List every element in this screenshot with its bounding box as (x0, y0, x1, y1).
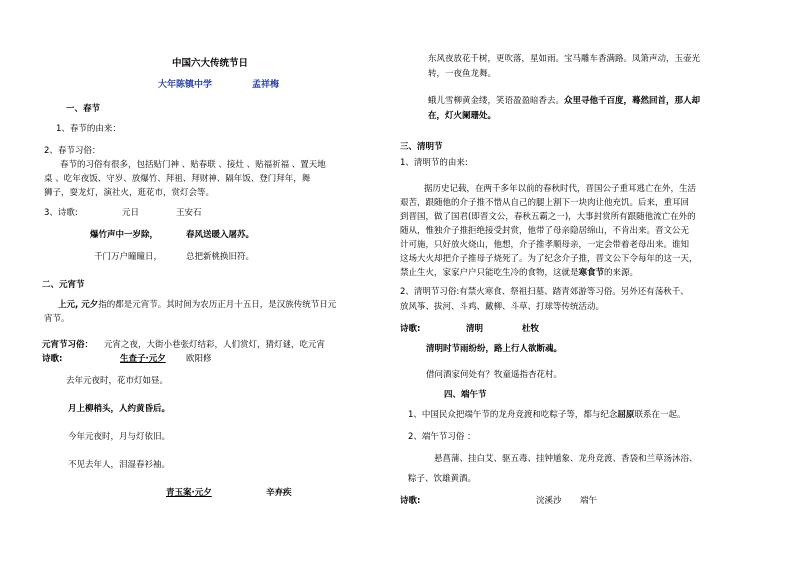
qingyuan-poem-line: 转，一夜鱼龙舞。 (428, 69, 497, 79)
lantern-poem-line: 不见去年人，泪湿春衫袖。 (68, 460, 171, 470)
lantern-poem-title: 生查子·元夕 (120, 354, 166, 364)
qingming-origin-part: 禁止生火，家家户户只能吃生冷的食物，这就是 (400, 268, 579, 278)
dragon-custom-line: 粽子、饮雄黄酒。 (408, 474, 477, 484)
qingming-poem-author: 杜牧 (522, 324, 540, 334)
qingyuan-poem-line: 东风夜放花千树，更吹落，星如雨。宝马雕车香满路。凤箫声动，玉壶光 (428, 54, 701, 64)
dragon-poem-author: 端午 (580, 496, 598, 506)
qingming-heading: 三、清明节 (400, 142, 443, 152)
qingyuan-poem-line: 在，灯火阑珊处。 (428, 111, 497, 121)
spring-custom-label: 2、春节习俗： (44, 146, 101, 156)
spring-poem-author: 王安石 (176, 208, 202, 218)
dragon-origin-part: 联系在一起。 (634, 410, 686, 420)
dragon-poem-label: 诗歌: (400, 496, 421, 506)
qingming-poem-label: 诗歌: (400, 324, 421, 334)
lantern-poem-line: 去年元夜时，花市灯如昼。 (66, 376, 169, 386)
qingyuan-poem-part: 众里寻他千百度，蓦然回首，那人却 (564, 96, 701, 106)
qingming-origin-line: 计可施，只好放火烧山，他想，介子推孝顺母亲，一定会带着老母出来。谁知 (400, 240, 690, 250)
spring-poem-line: 春风送暖入屠苏。 (186, 230, 255, 240)
lantern-intro-line: 宵节。 (44, 314, 70, 324)
qingming-custom-line: 放风筝、拔河、斗鸡、戴柳、斗草、打球等传统活动。 (400, 302, 605, 312)
qingming-origin-line: 这场大火却把介子推母子烧死了。为了纪念介子推，晋文公下令每年的这一天， (400, 254, 698, 264)
school-name: 大年陈镇中学 (158, 80, 213, 90)
qingming-custom-text: 有禁火寒食、祭祖扫墓、踏青郊游等习俗。另外还有荡秋千、 (459, 287, 689, 297)
lantern-poem-line: 今年元夜时，月与灯依旧。 (68, 432, 171, 442)
qingming-custom-label: 2、清明节习俗: (400, 287, 460, 297)
qingming-origin-line: 随从，惟独介子推拒绝接受封赏，他带了母亲隐居绵山，不肯出来。晋文公无 (400, 226, 690, 236)
qingyuan-poem-part: 蛾儿雪柳黄金缕，笑语盈盈暗香去。 (428, 96, 565, 106)
lantern-heading: 二、元宵节 (42, 280, 85, 290)
spring-poem-line: 爆竹声中一岁除， (90, 230, 159, 240)
lantern-intro-line (58, 300, 336, 311)
spring-custom-line: 春节的习俗有很多，包括贴门神 、贴春联 、接灶 、贴福祈福 、置天地 (60, 160, 326, 170)
dragon-origin-part: 1、中国民众把端午节的龙舟竞渡和吃粽子等，都与纪念 (408, 410, 618, 420)
qingming-poem-title: 清明 (466, 324, 484, 334)
dragon-heading: 四、端午节 (444, 390, 487, 400)
qingyuan-poem-line (428, 96, 700, 107)
qingming-poem-line: 清明时节雨纷纷，路上行人欲断魂。 (426, 344, 563, 354)
spring-poem-label: 3、诗歌: (44, 208, 78, 218)
qingming-poem-line: 借问酒家何处有？牧童遥指杏花村。 (426, 370, 563, 380)
spring-custom-line: 桌 、吃年夜饭、守岁、放爆竹、拜祖、拜财神、隔年饭、登门拜年，舞 (44, 174, 311, 184)
qingming-origin-line (400, 268, 638, 279)
lantern-custom-label: 元宵节习俗： (42, 340, 94, 350)
lantern-poem-author: 欧阳修 (186, 354, 212, 364)
lantern-poem-label: 诗歌: (42, 354, 63, 364)
spring-origin-label: 1、春节的由来： (56, 124, 121, 134)
qingming-origin-label: 1、清明节的由来: (400, 158, 468, 168)
spring-custom-line: 狮子，耍龙灯，演社火，逛花市，赏灯会等。 (44, 188, 215, 198)
lantern-intro-lead: 上元, 元夕 (58, 300, 99, 310)
lantern-intro-rest: 指的都是元宵节。其时间为农历正月十五日，是汉族传统节日元 (98, 300, 337, 310)
lantern-poem-line: 月上柳梢头，人约黄昏后。 (68, 404, 171, 414)
qingming-origin-line: 到晋国，做了国君(即晋文公，春秋五霸之一)，大事封赏所有跟随他流亡在外的 (400, 212, 696, 222)
author-name: 孟祥梅 (252, 80, 280, 90)
lantern-next-poem-author: 辛弃疾 (266, 488, 292, 498)
dragon-custom-line: 悬菖蒲、挂白艾、驱五毒、挂钟馗象、龙舟竞渡、香袋和兰草汤沐浴、 (434, 454, 698, 464)
qingming-origin-line: 据历史记载，在两千多年以前的春秋时代，晋国公子重耳逃亡在外，生活 (424, 184, 697, 194)
qingming-origin-line: 艰苦，跟随他的介子推不惜从自己的腿上割下一块肉让他充饥。后来，重耳回 (400, 198, 690, 208)
qingming-hanshi-term: 寒食节 (578, 268, 605, 278)
dragon-poem-title: 浣溪沙 (536, 496, 562, 506)
spring-poem-title: 元日 (122, 208, 140, 218)
qingming-origin-part: 的来源。 (604, 268, 639, 278)
qingming-custom-line (400, 287, 689, 298)
document-title: 中国六大传统节日 (172, 58, 249, 69)
spring-poem-line: 千门万户曈曈日， (94, 252, 163, 262)
spring-poem-line: 总把新桃换旧符。 (186, 252, 255, 262)
dragon-origin-line (408, 410, 685, 421)
spring-heading: 一、春节 (66, 104, 101, 114)
dragon-quyuan-term: 屈原 (617, 410, 635, 420)
lantern-custom-text: 元宵之夜，大街小巷张灯结彩，人们赏灯，猜灯谜，吃元宵 (104, 340, 326, 350)
lantern-next-poem-title: 青玉案·元夕 (166, 488, 212, 498)
dragon-custom-label: 2、端午节习俗 ： (408, 432, 476, 442)
